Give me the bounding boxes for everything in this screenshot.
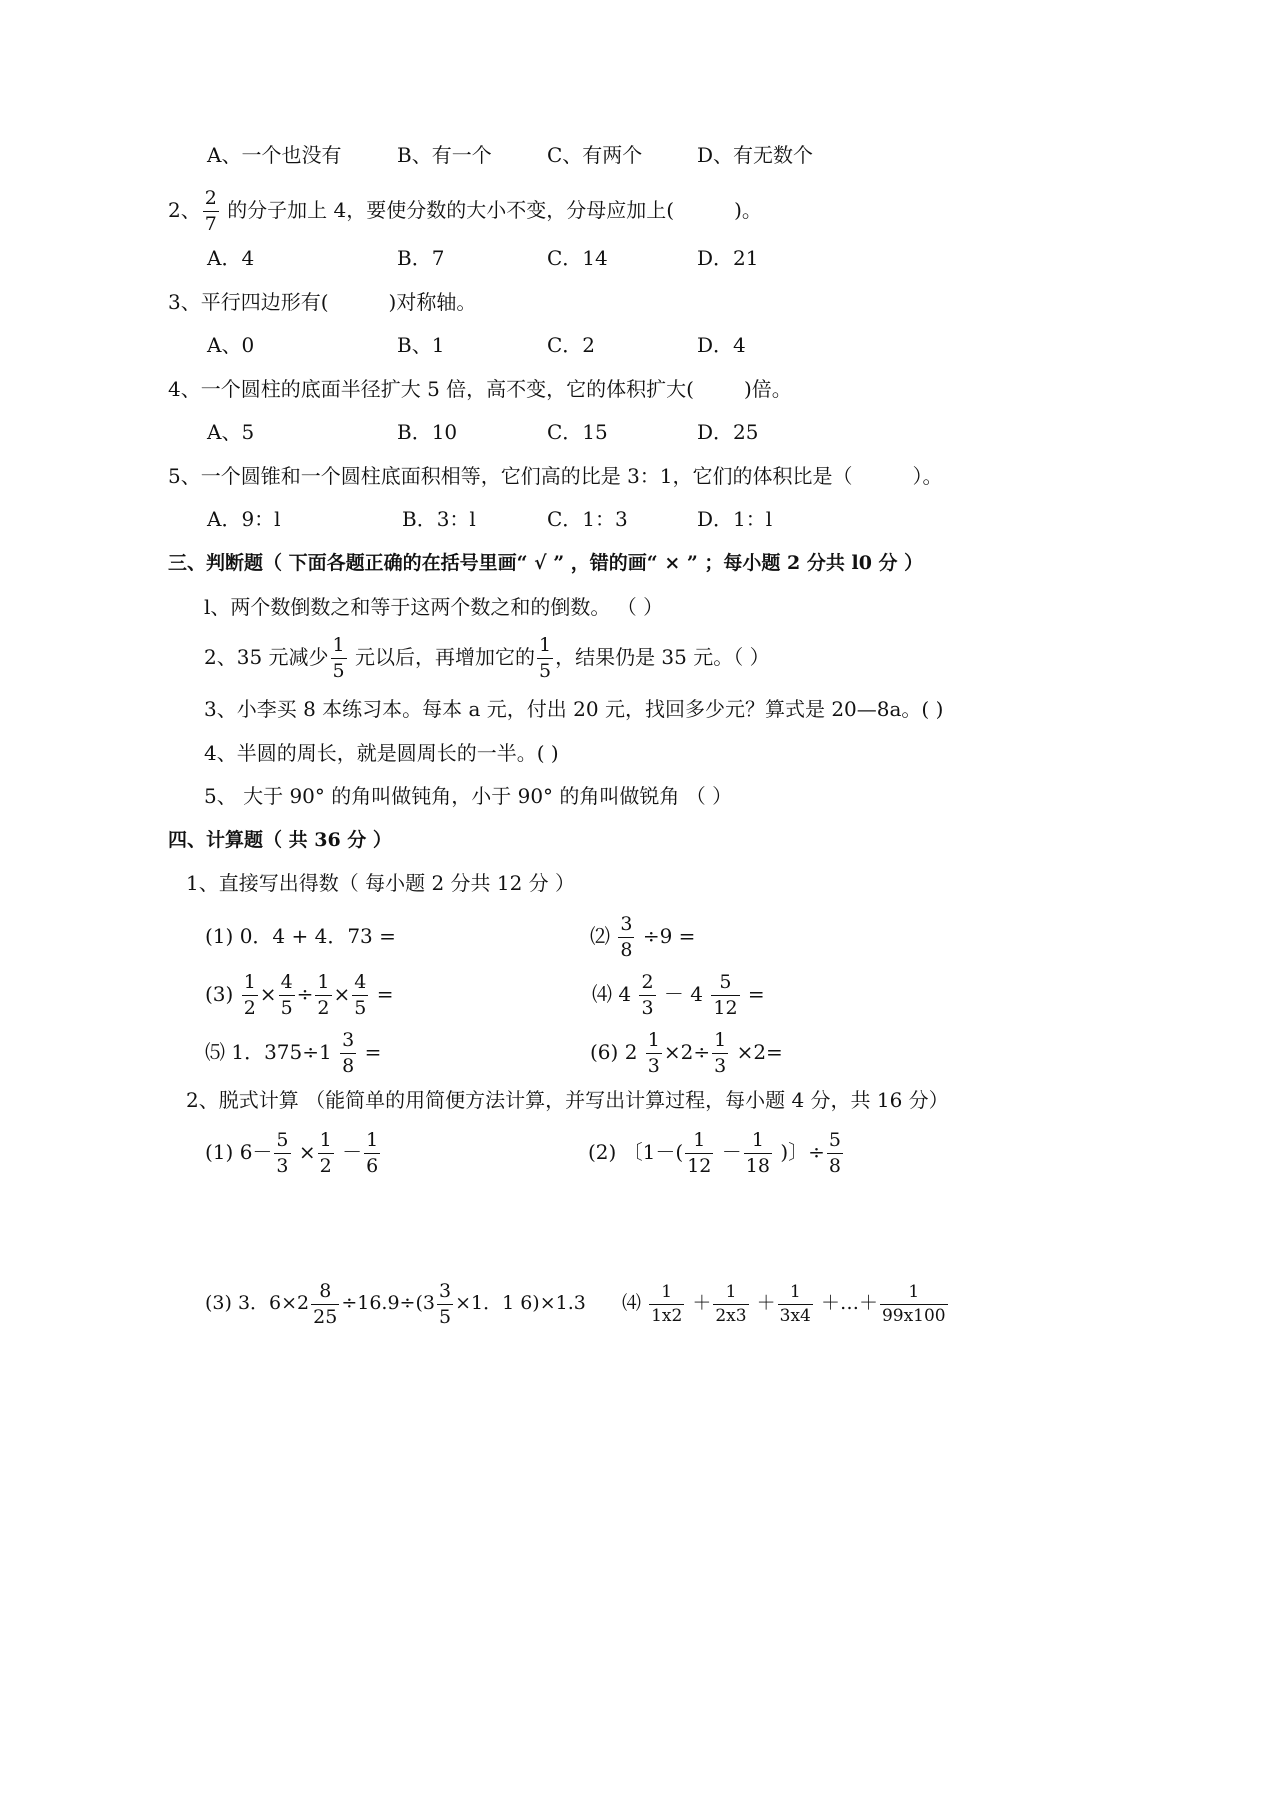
q5-question: [168, 464, 943, 488]
frac-den: 5: [280, 997, 293, 1019]
frac: [744, 1131, 772, 1176]
op: －: [721, 1140, 742, 1164]
q3-option-c: C．2: [547, 333, 596, 357]
frac-num: 1: [649, 1284, 684, 1305]
q5-option-b: B．3：l: [402, 507, 476, 531]
judge-item-2-frac1: [331, 636, 347, 681]
judge-item-2-a: 2、35 元减少: [204, 645, 329, 669]
frac-den: 8: [828, 1155, 841, 1177]
q4-close: )倍。: [743, 377, 792, 401]
frac-den: 5: [332, 660, 345, 682]
frac-den: 25: [313, 1305, 338, 1328]
q5-option-a: A．9：l: [207, 507, 281, 531]
frac-den: 3: [647, 1055, 660, 1077]
q3-question: [168, 290, 476, 314]
frac-num: 2: [639, 973, 655, 996]
frac-num: 1: [744, 1131, 772, 1154]
mid: ×2÷: [663, 1040, 711, 1064]
end: ×2=: [736, 1040, 783, 1064]
frac-num: 1: [712, 1031, 728, 1054]
judge-item-2-c: ，结果仍是 35 元。（ ）: [555, 645, 770, 669]
q5-close: ）。: [912, 464, 943, 488]
problem-4: [592, 966, 765, 1022]
judge-item-1: l、两个数倒数之和等于这两个数之和的倒数。 （ ）: [204, 595, 664, 619]
section-4-sub1: 1、直接写出得数（ 每小题 2 分共 12 分 ）: [186, 871, 576, 895]
judge-item-4: 4、半圆的周长，就是圆周长的一半。( ): [204, 741, 559, 765]
op: ＋: [692, 1292, 712, 1314]
frac-num: 8: [311, 1282, 339, 1305]
q2-option-a: A．4: [207, 246, 255, 270]
frac-den: 3x4: [779, 1305, 811, 1326]
judge-item-2-frac2: [537, 636, 553, 681]
frac-den: 12: [713, 997, 738, 1019]
eq: =: [376, 982, 394, 1006]
op: ＋: [756, 1292, 776, 1314]
frac-den: 5: [438, 1305, 452, 1328]
q4-option-b: B．10: [397, 420, 458, 444]
frac: [340, 1031, 356, 1076]
frac-den: 99x100: [881, 1305, 946, 1326]
problem-3: [205, 966, 394, 1022]
problem-5-label: ⑸ 1．375÷1: [205, 1040, 332, 1064]
q2-option-d: D．21: [697, 246, 759, 270]
judge-item-5: 5、 大于 90° 的角叫做钝角，小于 90° 的角叫做锐角 （ ）: [204, 784, 733, 808]
problem-6-label: (6) 2: [590, 1040, 638, 1064]
eq: =: [747, 982, 765, 1006]
calc-2: [588, 1124, 845, 1180]
problem-5: [205, 1024, 381, 1080]
problem-4-label: ⑷ 4: [592, 982, 632, 1006]
frac: [279, 973, 295, 1018]
frac-den: 8: [620, 939, 633, 961]
q4-option-d: D．25: [697, 420, 759, 444]
frac-num: 3: [618, 915, 634, 938]
problem-2: [590, 908, 695, 964]
frac-num: 5: [711, 973, 739, 996]
calc-4-label: ⑷: [622, 1292, 642, 1314]
frac-num: 1: [713, 1284, 748, 1305]
calc-1: [205, 1124, 382, 1180]
op: ×: [298, 1140, 316, 1164]
frac: [880, 1281, 948, 1326]
q1-option-d: D、有无数个: [697, 143, 814, 167]
q3-option-b: B、1: [397, 333, 445, 357]
mid: )〕÷: [780, 1140, 825, 1164]
q1-option-a: A、一个也没有: [207, 143, 342, 167]
frac-den: 1x2: [651, 1305, 683, 1326]
frac-num: 4: [279, 973, 295, 996]
frac-den: 2: [317, 997, 330, 1019]
frac-num: 1: [778, 1284, 813, 1305]
dots: ＋…＋: [820, 1292, 878, 1314]
frac-num: 5: [274, 1131, 290, 1154]
problem-2-label: ⑵: [590, 924, 610, 948]
calc-1-label: (1) 6－: [205, 1140, 273, 1164]
frac-num: 1: [331, 636, 347, 659]
frac: [649, 1281, 684, 1326]
frac-den: 2x3: [715, 1305, 747, 1326]
frac: [712, 1031, 728, 1076]
frac-num: 4: [352, 973, 368, 996]
frac: [827, 1131, 843, 1176]
frac-num: 1: [880, 1284, 948, 1305]
q2-option-c: C．14: [547, 246, 608, 270]
eq: =: [364, 1040, 382, 1064]
frac-num: 1: [364, 1131, 380, 1154]
frac: [311, 1279, 339, 1328]
frac: [646, 1031, 662, 1076]
frac-num: 1: [315, 973, 331, 996]
frac-num: 5: [827, 1131, 843, 1154]
frac-den: 5: [354, 997, 367, 1019]
q4-option-a: A、5: [207, 420, 255, 444]
q2-close: )。: [734, 198, 762, 222]
op: ×: [333, 982, 351, 1006]
frac: [242, 973, 258, 1018]
frac-num: 1: [685, 1131, 713, 1154]
q3-option-a: A、0: [207, 333, 255, 357]
frac-den: 12: [687, 1155, 712, 1177]
frac-den: 3: [641, 997, 654, 1019]
mid: ÷16.9÷(3: [341, 1292, 435, 1314]
frac-num: 1: [242, 973, 258, 996]
op: ×: [259, 982, 277, 1006]
q5-text: 5、一个圆锥和一个圆柱底面积相等，它们高的比是 3：1，它们的体积比是（: [168, 464, 853, 488]
frac-num: 1: [318, 1131, 334, 1154]
frac-den: 2: [243, 997, 256, 1019]
q2-frac-den: 7: [204, 213, 217, 235]
q2-fraction: [203, 189, 219, 234]
frac: [639, 973, 655, 1018]
problem-3-label: (3): [205, 982, 234, 1006]
end: ×1．1 6)×1.3: [455, 1292, 586, 1314]
problem-1: (1) 0．4 + 4．73 =: [205, 924, 396, 948]
q5-option-c: C．1：3: [547, 507, 628, 531]
q1-option-c: C、有两个: [547, 143, 643, 167]
calc-3: [205, 1274, 586, 1332]
frac-den: 2: [319, 1155, 332, 1177]
section-4-sub2: 2、脱式计算 （能简单的用简便方法计算，并写出计算过程，每小题 4 分，共 16 分）: [186, 1088, 949, 1112]
frac-num: 3: [340, 1031, 356, 1054]
frac-num: 1: [646, 1031, 662, 1054]
frac-den: 3: [276, 1155, 289, 1177]
q4-text: 4、一个圆柱的底面半径扩大 5 倍，高不变，它的体积扩大(: [168, 377, 694, 401]
q2-text: 的分子加上 4，要使分数的大小不变，分母应加上(: [227, 198, 675, 222]
frac-den: 6: [366, 1155, 379, 1177]
frac: [315, 973, 331, 1018]
frac-num: 3: [437, 1282, 453, 1305]
problem-2-frac: [618, 915, 634, 960]
section-4-title: 四、计算题（ 共 36 分 ）: [168, 829, 392, 851]
q4-question: [168, 377, 792, 401]
frac: [437, 1279, 453, 1328]
frac-den: 18: [745, 1155, 770, 1177]
frac: [685, 1131, 713, 1176]
frac: [778, 1281, 813, 1326]
q2-frac-num: 2: [203, 189, 219, 212]
judge-item-2: [204, 628, 770, 686]
frac-den: 3: [714, 1055, 727, 1077]
q3-option-d: D．4: [697, 333, 746, 357]
q3-close: )对称轴。: [388, 290, 477, 314]
problem-2-rest: ÷9 =: [642, 924, 696, 948]
q5-option-d: D．1：l: [697, 507, 773, 531]
mid: － 4: [663, 982, 703, 1006]
q4-option-c: C．15: [547, 420, 608, 444]
frac-den: 8: [342, 1055, 355, 1077]
frac-num: 1: [537, 636, 553, 659]
op: ÷: [296, 982, 314, 1006]
calc-3-label: (3) 3．6×2: [205, 1292, 310, 1314]
problem-6: [590, 1024, 783, 1080]
frac: [713, 1281, 748, 1326]
judge-item-2-b: 元以后，再增加它的: [354, 645, 535, 669]
q2-prefix: 2、: [168, 198, 201, 222]
frac: [318, 1131, 334, 1176]
q2-question: [168, 180, 762, 240]
frac-den: 5: [538, 660, 552, 682]
calc-4: [622, 1274, 950, 1332]
section-3-title: 三、判断题（ 下面各题正确的在括号里画“ √ ” ，错的画“ × ” ；每小题 2 分共 l0 分 ）: [168, 552, 924, 574]
calc-2-label: (2) 〔1－(: [588, 1140, 684, 1164]
frac: [352, 973, 368, 1018]
op: －: [342, 1140, 363, 1164]
frac: [274, 1131, 290, 1176]
q2-option-b: B．7: [397, 246, 445, 270]
judge-item-3: 3、小李买 8 本练习本。每本 a 元，付出 20 元，找回多少元？算式是 20—8a。( ): [204, 697, 944, 721]
frac: [364, 1131, 380, 1176]
frac: [711, 973, 739, 1018]
q3-text: 3、平行四边形有(: [168, 290, 329, 314]
q1-option-b: B、有一个: [397, 143, 492, 167]
